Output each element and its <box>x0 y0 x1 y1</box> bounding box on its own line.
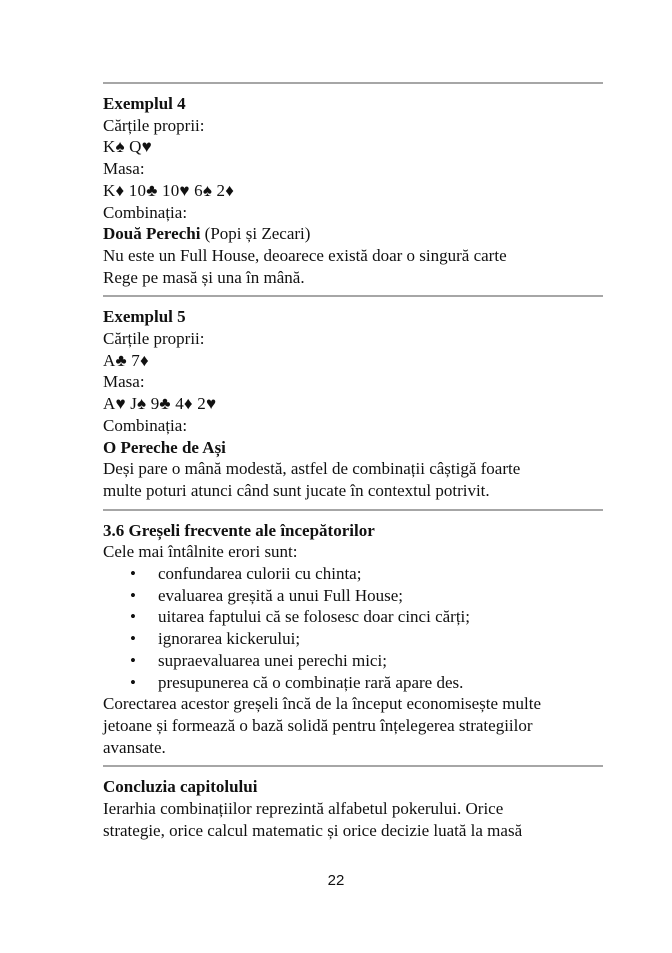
section-beginner-mistakes <box>103 520 603 759</box>
combination-name: O Pereche de Ași <box>103 437 226 457</box>
list-item: • confundarea culorii cu chinta; <box>103 563 603 585</box>
list-item: • supraevaluarea unei perechi mici; <box>103 650 603 672</box>
list-item: • evaluarea greșită a unui Full House; <box>103 585 603 607</box>
combination-label: Combinația: <box>103 202 188 222</box>
conclusion-line: Ierarhia combinațiilor reprezintă alfabetul pokerului. Orice <box>103 799 504 819</box>
bullet-icon: • <box>130 650 136 670</box>
table-cards: A♥ J♠ 9♣ 4♦ 2♥ <box>103 394 217 414</box>
section-outro-line: Corectarea acestor greșeli încă de la început economisește multe <box>103 694 542 714</box>
own-cards: A♣ 7♦ <box>103 350 149 370</box>
combination-label: Combinația: <box>103 415 188 435</box>
list-item: • presupunerea că o combinație rară apare des. <box>103 672 603 694</box>
bullet-icon: • <box>130 629 136 649</box>
combination-name: Două Perechi <box>103 224 201 244</box>
example-4 <box>103 93 603 288</box>
list-item: • uitarea faptului că se folosesc doar cinci cărți; <box>103 606 603 628</box>
conclusion-heading: Concluzia capitolului <box>103 777 258 797</box>
example-4-heading: Exemplul 4 <box>103 94 186 113</box>
table-cards: K♦ 10♣ 10♥ 6♠ 2♦ <box>103 180 235 200</box>
page-number: 22 <box>327 872 345 889</box>
section-outro-line: avansate. <box>103 737 166 757</box>
own-cards-label: Cărțile proprii: <box>103 115 205 135</box>
list-item: • ignorarea kickerului; <box>103 628 603 650</box>
section-outro-line: jetoane și formează o bază solidă pentru înțelegerea strategiilor <box>103 715 533 735</box>
own-cards: K♠ Q♥ <box>103 137 152 157</box>
table-label: Masa: <box>103 159 145 179</box>
bullet-icon: • <box>130 564 136 584</box>
divider <box>103 295 603 297</box>
example-note-line: Deși pare o mână modestă, astfel de combinații câștigă foarte <box>103 459 521 479</box>
bullet-icon: • <box>130 672 136 692</box>
divider <box>103 82 603 84</box>
example-note-line: multe poturi atunci când sunt jucate în contextul potrivit. <box>103 480 490 500</box>
example-note-line: Nu este un Full House, deoarece există doar o singură carte <box>103 245 507 265</box>
section-intro: Cele mai întâlnite erori sunt: <box>103 542 298 562</box>
own-cards-label: Cărțile proprii: <box>103 329 205 349</box>
section-heading: 3.6 Greșeli frecvente ale începătorilor <box>103 520 375 540</box>
divider <box>103 509 603 511</box>
example-5-heading: Exemplul 5 <box>103 307 186 327</box>
bullet-icon: • <box>130 607 136 627</box>
conclusion-line: strategie, orice calcul matematic și orice decizie luată la masă <box>103 820 523 840</box>
example-note-line: Rege pe masă și una în mână. <box>103 267 305 287</box>
combination-detail: (Popi și Zecari) <box>200 224 311 244</box>
table-label: Masa: <box>103 372 145 392</box>
chapter-conclusion <box>103 776 603 841</box>
mistakes-list <box>103 563 603 693</box>
combination-result <box>103 223 603 245</box>
page-content <box>103 82 603 842</box>
divider <box>103 765 603 767</box>
example-5 <box>103 306 603 501</box>
bullet-icon: • <box>130 585 136 605</box>
